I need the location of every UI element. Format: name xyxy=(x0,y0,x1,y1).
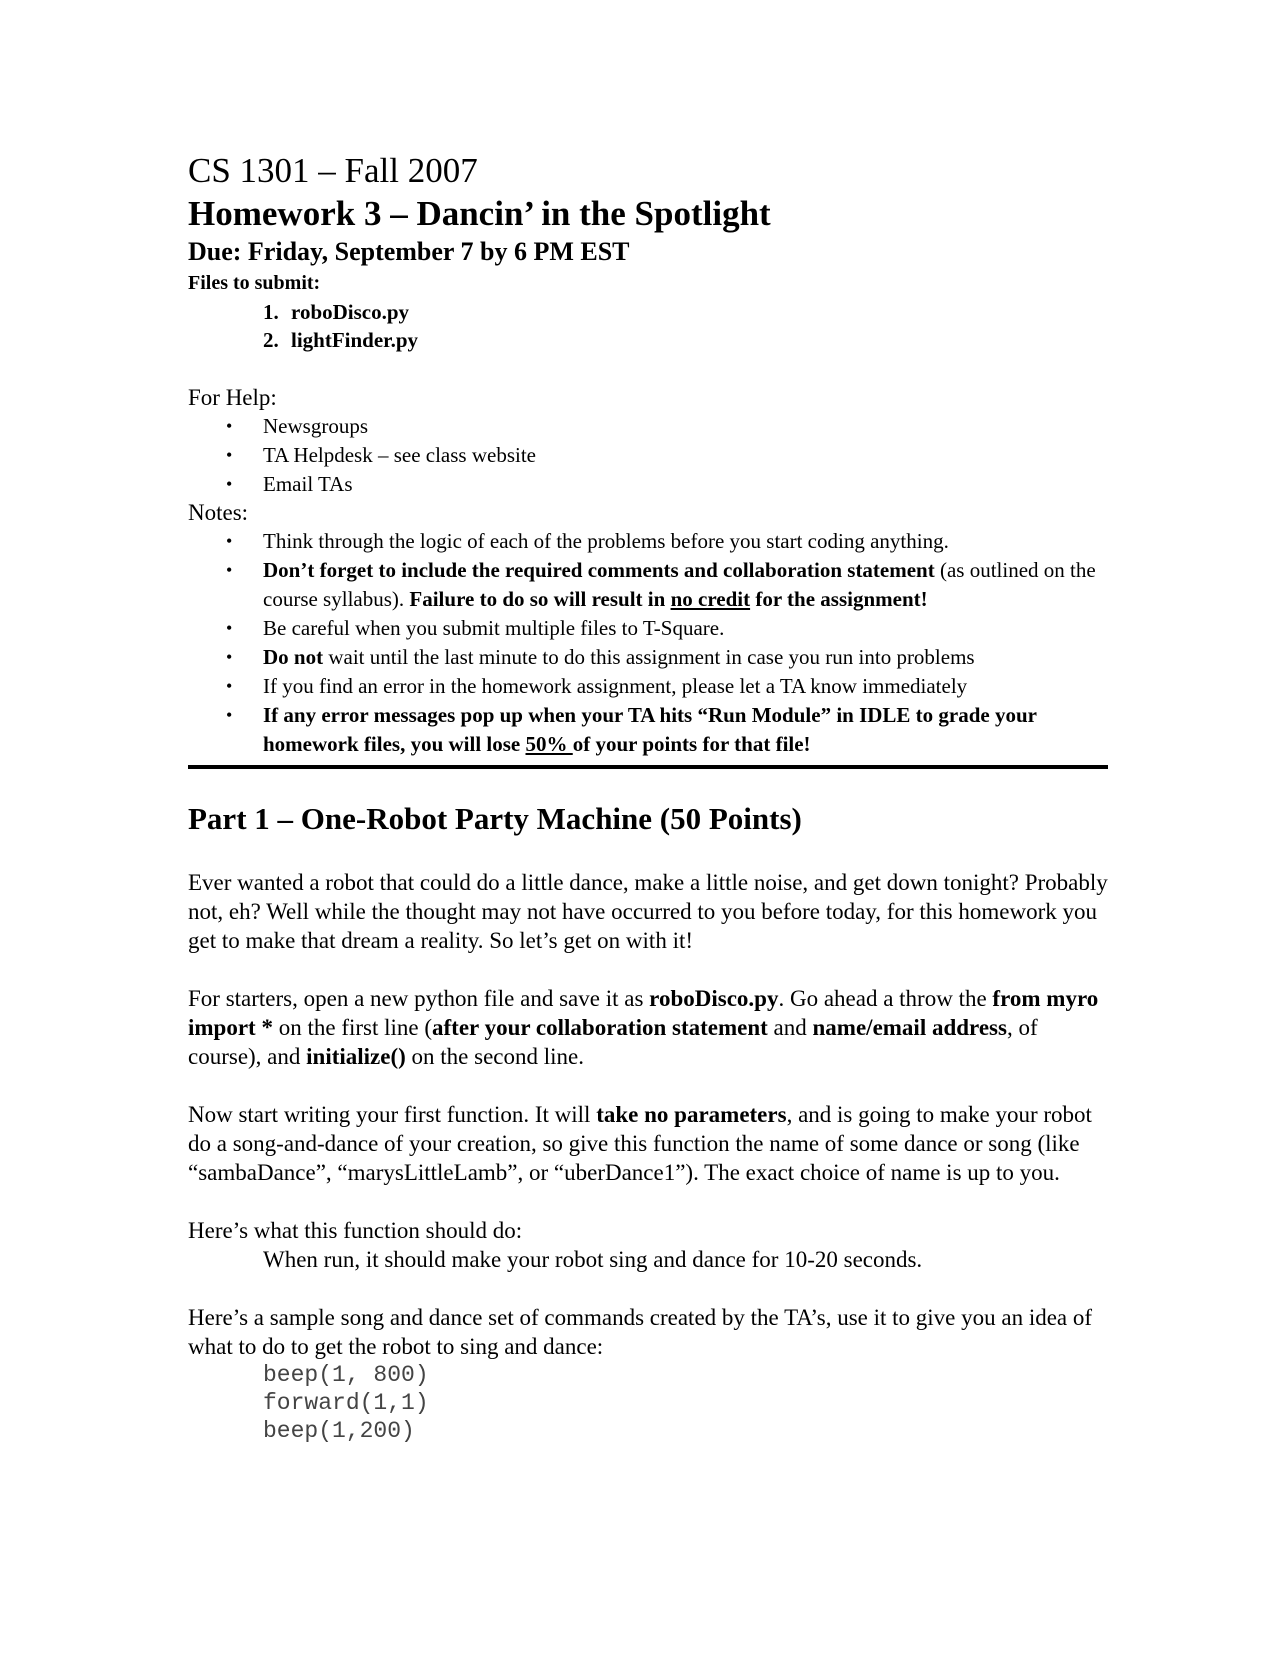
paragraph: Here’s what this function should do: xyxy=(188,1218,523,1243)
bullet-icon: • xyxy=(226,416,233,436)
paragraph: Here’s a sample song and dance set of commands created by the TA’s, use it to give you an idea of what to do to get the robot to sing and dance: xyxy=(188,1305,1093,1359)
list-item: • TA Helpdesk – see class website xyxy=(188,441,1108,470)
list-item: 2. lightFinder.py xyxy=(263,328,419,352)
due-date: Due: Friday, September 7 by 6 PM EST xyxy=(188,237,630,266)
bullet-icon: • xyxy=(226,647,233,667)
list-item: • Be careful when you submit multiple files to T-Square. xyxy=(188,614,1108,643)
notes-label: Notes: xyxy=(188,500,249,525)
list-item: • If any error messages pop up when your TA hits “Run Module” in IDLE to grade your homework files, you will lose 50% of your points for that file! xyxy=(226,703,1037,756)
divider xyxy=(188,765,1108,769)
bullet-icon: • xyxy=(226,618,233,638)
code-line: forward(1,1) xyxy=(263,1390,429,1416)
files-label: Files to submit: xyxy=(188,272,321,294)
bullet-icon: • xyxy=(226,676,233,696)
list-item: 1. roboDisco.py xyxy=(263,300,410,324)
part1-title: Part 1 – One-Robot Party Machine (50 Points) xyxy=(188,801,802,836)
course-title: CS 1301 – Fall 2007 xyxy=(188,151,478,190)
list-item: • Don’t forget to include the required comments and collaboration statement (as outlined on the course syllabus). Failure to do so will result in no credit for the assignment! xyxy=(226,558,1096,611)
paragraph: Ever wanted a robot that could do a little dance, make a little noise, and get down tonight? Probably not, eh? Well while the thought may not have occurred to you before today, for this homework you get to make that dream a reality. So let’s get on with it! xyxy=(188,870,1108,953)
code-block xyxy=(263,1361,1108,1445)
paragraph: For starters, open a new python file and save it as roboDisco.py. Go ahead a throw the from myro import * on the first line (after your collaboration statement and name/email address, of course), and initialize() on the second line. xyxy=(188,986,1099,1069)
notes-list xyxy=(188,527,1108,759)
list-item: • If you find an error in the homework assignment, please let a TA know immediately xyxy=(188,672,1108,701)
code-line: beep(1, 800) xyxy=(263,1362,429,1388)
help-label: For Help: xyxy=(188,385,277,410)
bullet-icon: • xyxy=(226,531,233,551)
list-item: • Think through the logic of each of the problems before you start coding anything. xyxy=(188,527,1108,556)
bullet-icon: • xyxy=(226,705,233,725)
code-line: beep(1,200) xyxy=(263,1418,415,1444)
list-item: • Email TAs xyxy=(188,470,1108,499)
paragraph: Now start writing your first function. It will take no parameters, and is going to make your robot do a song-and-dance of your creation, so give this function the name of some dance or song (like “sambaDance”, “marysLittleLamb”, or “uberDance1”). The exact choice of name is up to you. xyxy=(188,1102,1092,1185)
file-name: lightFinder.py xyxy=(291,328,419,352)
list-item: • Newsgroups xyxy=(188,412,1108,441)
files-list xyxy=(188,298,1108,354)
help-list xyxy=(188,412,1108,499)
homework-title: Homework 3 – Dancin’ in the Spotlight xyxy=(188,194,771,233)
bullet-icon: • xyxy=(226,474,233,494)
document-page xyxy=(188,150,1108,1445)
list-item: • Do not wait until the last minute to do this assignment in case you run into problems xyxy=(188,643,1108,672)
file-name: roboDisco.py xyxy=(291,300,410,324)
bullet-icon: • xyxy=(226,445,233,465)
paragraph: When run, it should make your robot sing and dance for 10-20 seconds. xyxy=(263,1247,923,1272)
bullet-icon: • xyxy=(226,560,233,580)
